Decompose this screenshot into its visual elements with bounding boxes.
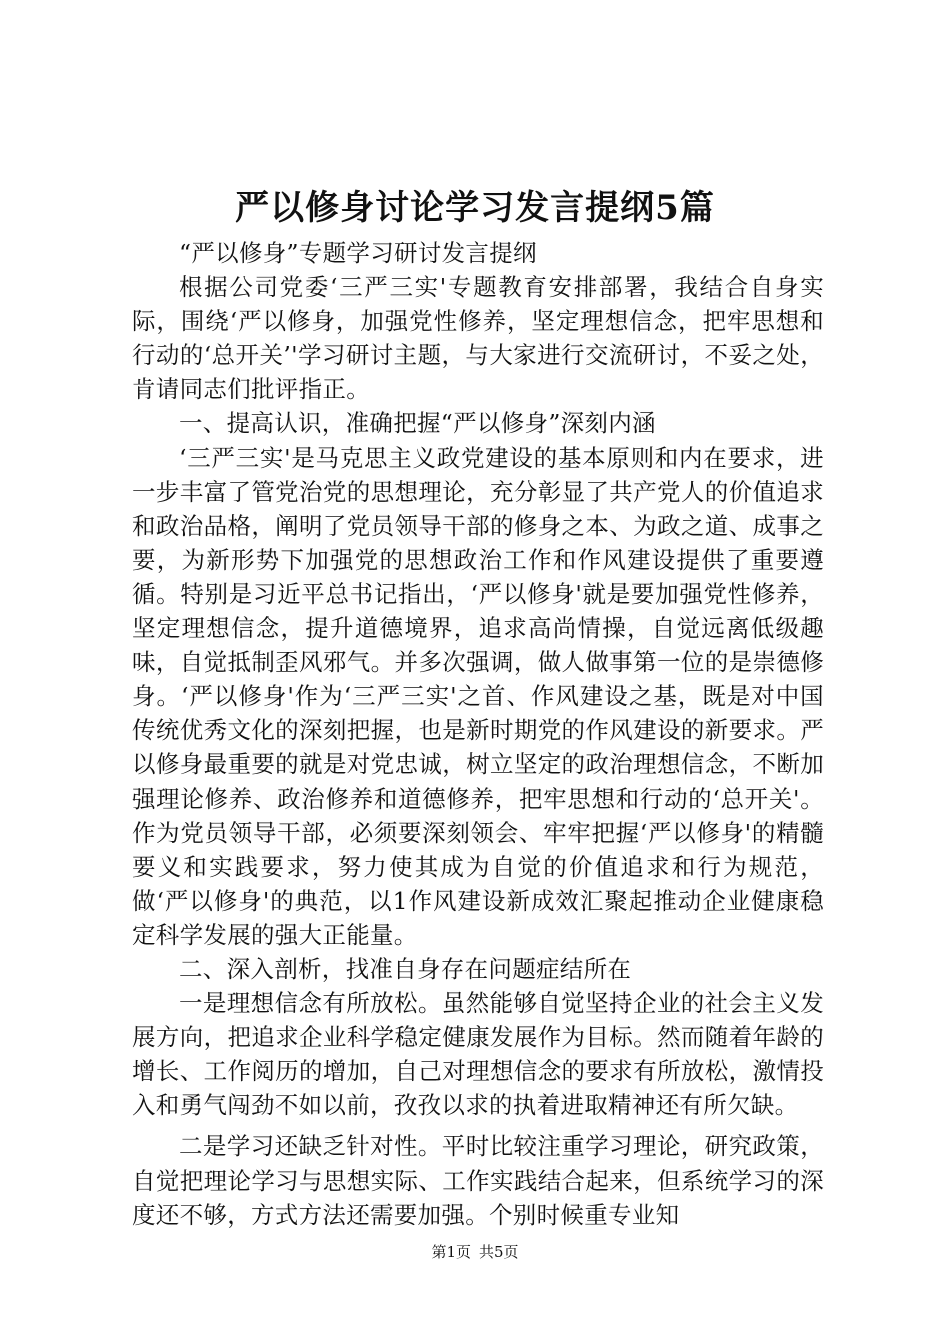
document-title: 严以修身讨论学习发言提纲5篇 bbox=[235, 188, 715, 228]
section-heading-1: 一、提高认识，准确把握“严以修身”深刻内涵 bbox=[179, 409, 656, 438]
paragraph-subtitle: “严以修身”专题学习研讨发言提纲 bbox=[179, 239, 537, 267]
page-total: 共5页 bbox=[479, 1243, 519, 1261]
paragraph-intro: 根据公司党委‘三严三实'专题教育安排部署，我结合自身实际，围绕‘严以修身，加强党性修养，坚定理想信念，把牢思想和行动的‘总开关’'学习研讨主题，与大家进行交流研讨，不妥之处，肯请同志们批评指正。 bbox=[132, 273, 824, 404]
document-body bbox=[132, 236, 824, 1232]
paragraph-point-1: 一是理想信念有所放松。虽然能够自觉坚持企业的社会主义发展方向，把追求企业科学稳定健康发展作为目标。然而随着年龄的增长、工作阅历的增加，自己对理想信念的要求有所放松，激情投入和勇气闯劲不如以前，孜孜以求的执着进取精神还有所欠缺。 bbox=[132, 989, 824, 1120]
paragraph-point-2: 二是学习还缺乏针对性。平时比较注重学习理论，研究政策，自觉把理论学习与思想实际、工作实践结合起来，但系统学习的深度还不够，方式方法还需要加强。个别时候重专业知 bbox=[132, 1132, 824, 1229]
page-footer bbox=[0, 1242, 950, 1262]
section-heading-2: 二、深入剖析，找准自身存在问题症结所在 bbox=[179, 954, 632, 983]
paragraph-section-1: ‘三严三实'是马克思主义政党建设的基本原则和内在要求，进一步丰富了管党治党的思想理论，充分彰显了共产党人的价值追求和政治品格，阐明了党员领导干部的修身之本、为政之道、成事之要，为新形势下加强党的思想政治工作和作风建设提供了重要遵循。特别是习近平总书记指出，‘严以修身'就是要加强党性修养，坚定理想信念，提升道德境界，追求高尚情操，自觉远离低级趣味，自觉抵制歪风邪气。并多次强调，做人做事第一位的是崇德修身。‘严以修身'作为‘三严三实'之首、作风建设之基，既是对中国传统优秀文化的深刻把握，也是新时期党的作风建设的新要求。严以修身最重要的就是对党忠诚，树立坚定的政治理想信念，不断加强理论修养、政治修养和道德修养，把牢思想和行动的‘总开关'。作为党员领导干部，必须要深刻领会、牢牢把握‘严以修身'的精髓要义和实践要求，努力使其成为自觉的价值追求和行为规范，做‘严以修身'的典范，以1作风建设新成效汇聚起推动企业健康稳定科学发展的强大正能量。 bbox=[132, 443, 824, 949]
page-number: 第1页 bbox=[431, 1243, 471, 1261]
